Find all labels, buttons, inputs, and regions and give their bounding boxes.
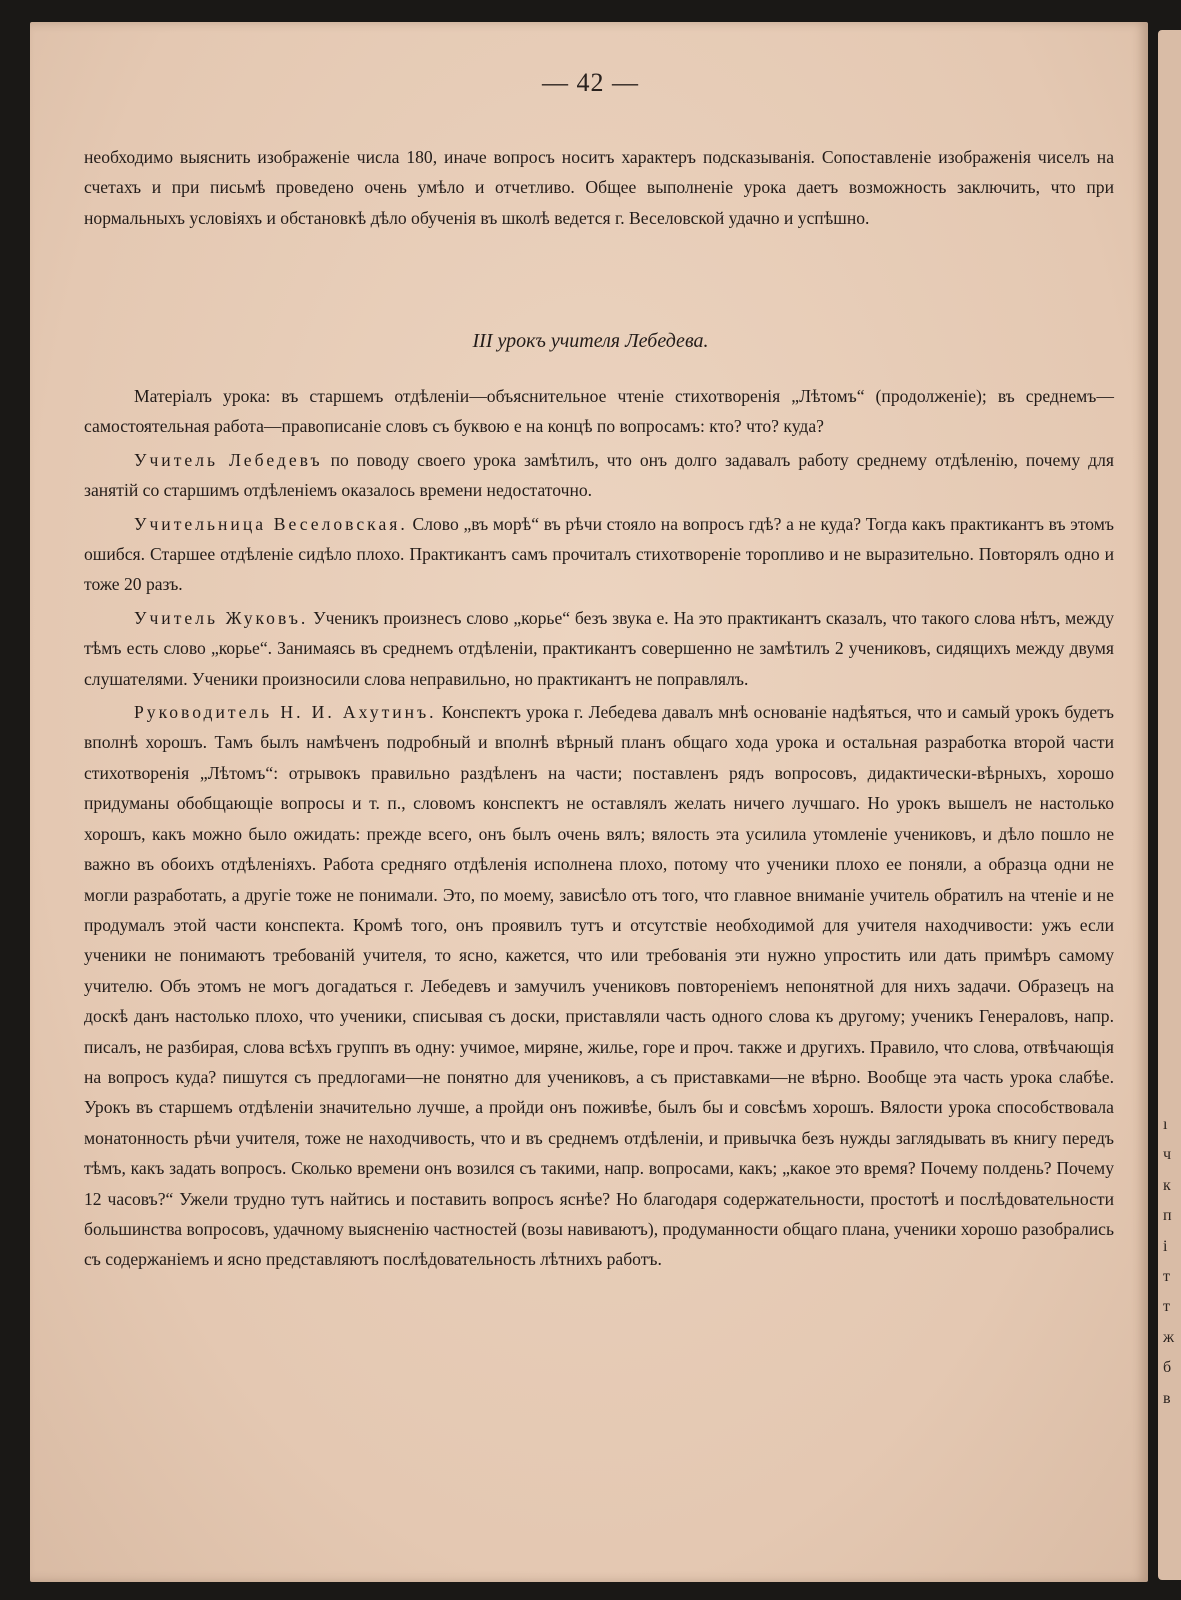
paragraph-text: по поводу своего урока замѣтилъ, что онъ долго задавалъ работу среднему отдѣленію, почему для занятій со старшимъ отдѣленіемъ оказалось времени недостаточно. bbox=[84, 449, 1114, 501]
speaker-name: Руководитель Н. И. Ахутинъ. bbox=[134, 702, 437, 723]
paragraph-text: Матеріалъ урока: въ старшемъ отдѣленіи—объяснительное чтеніе стихотворенія „Лѣтомъ“ (продолженіе); въ среднемъ—самостоятельная работа—правописаніе словъ съ буквою е на концѣ по вопросамъ: кто? что? куда? bbox=[84, 386, 1114, 437]
paragraph-veselovskaya bbox=[84, 509, 1114, 600]
adjacent-letter: б bbox=[1163, 1359, 1172, 1377]
paragraph-text: Конспектъ урока г. Лебедева давалъ мнѣ основаніе надѣяться, что и самый урокъ будетъ вполнѣ хорошъ. Тамъ былъ намѣченъ подробный и вполнѣ вѣрный планъ общаго хода урока и остальная разработка второй части стихотворенія „Лѣтомъ“: отрывокъ правильно раздѣленъ на части; поставленъ рядъ вопросовъ, дидактически-вѣрныхъ, хорошо придуманы обобщающіе вопросы и т. п., словомъ конспектъ не оставлялъ желать ничего лучшаго. Но урокъ вышелъ не настолько хорошъ, какъ можно было ожидать: прежде всего, онъ былъ очень вялъ; вялость эта усилила утомленіе учениковъ, и дѣло пошло не важно въ обоихъ отдѣленіяхъ. Работа средняго отдѣленія исполнена плохо, потому что ученики плохо ее поняли, а образца одни не могли разработать, а другіе тоже не понимали. Это, по моему, зависѣло отъ того, что главное вниманіе учитель обратилъ на чтеніе и не продумалъ этой части конспекта. Кромѣ того, онъ проявилъ тутъ и отсутствіе необходимой для учителя находчивости: ужъ если ученики не понимаютъ требованій учителя, то ясно, кажется, что или требованія эти нужно упростить или дать примѣръ самому учителю. Объ этомъ не могъ догадаться г. Лебедевъ и замучилъ учениковъ повтореніемъ непонятной для нихъ задачи. Образецъ на доскѣ данъ настолько плохо, что ученики, списывая съ доски, приставляли часть одного слова къ другому; ученикъ Генераловъ, напр. писалъ, не разбирая, слова всѣхъ группъ въ одну: учимое, миряне, жилье, горе и проч. также и другихъ. Правило, что слова, отвѣчающія на вопросъ куда? пишутся съ предлогами—не понятно для учениковъ, а съ приставками—не вѣрно. Вообще эта часть урока слабѣе. Урокъ въ старшемъ отдѣленіи значительно лучше, а пройди онъ поживѣе, былъ бы и совсѣмъ хорошъ. Вялости урока способствовала монатонность рѣчи учителя, тоже не находчивость, что и въ среднемъ отдѣленіи, и привычка безъ нужды заглядывать въ книгу передъ тѣмъ, какъ задать вопросъ. Сколько времени онъ возился съ такими, напр. вопросами, какъ; „какое это время? Почему полдень? Почему 12 часовъ?“ Ужели трудно тутъ найтись и поставить вопросъ яснѣе? Но благодаря содержательности, простотѣ и послѣдовательности большинства вопросовъ, удачному выясненію частностей (возы навиваютъ), продуманности общаго плана, ученики хорошо разобрались съ содержаніемъ и ясно представляютъ послѣдовательность лѣтнихъ работъ. bbox=[84, 702, 1114, 1270]
adjacent-letter: в bbox=[1163, 1389, 1171, 1407]
adjacent-letter: ı bbox=[1163, 1116, 1168, 1133]
intro-paragraph: необходимо выяснить изображеніе числа 180, иначе вопросъ носитъ характеръ подсказыванія. Сопоставленіе изображенія чиселъ на счетахъ и при письмѣ проведено очень умѣло и отчетливо. Общее выполненіе урока даетъ возможность заключить, что при нормальныхъ условіяхъ и обстановкѣ дѣло обученія въ школѣ ведется г. Веселовской удачно и успѣшно. bbox=[84, 147, 1114, 228]
section-body bbox=[84, 381, 1114, 1278]
adjacent-letter: і bbox=[1163, 1237, 1168, 1255]
adjacent-letter: т bbox=[1163, 1298, 1170, 1316]
speaker-name: Учительница Веселовская. bbox=[134, 513, 408, 534]
paragraph-akhutin bbox=[84, 697, 1114, 1275]
paragraph-lebedev bbox=[84, 445, 1114, 506]
paragraph-zhukov bbox=[84, 603, 1114, 694]
paragraph-materials bbox=[84, 381, 1114, 442]
speaker-name: Учитель Лебедевъ bbox=[134, 449, 323, 470]
section-heading: III урокъ учителя Лебедева. bbox=[472, 330, 709, 352]
adjacent-letter: ч bbox=[1163, 1146, 1172, 1164]
adjacent-letter: п bbox=[1163, 1207, 1172, 1225]
adjacent-letter: ж bbox=[1163, 1328, 1175, 1346]
adjacent-page-letters bbox=[1163, 1110, 1177, 1414]
paragraph-text: Ученикъ произнесъ слово „корье“ безъ звука е. На это практикантъ сказалъ, что такого слова нѣтъ, между тѣмъ есть слово „корье“. Занимаясь въ среднемъ отдѣленіи, практикантъ совершенно не замѣтилъ 2 учениковъ, сидящихъ между двумя слушателями. Ученики произносили слова неправильно, но практикантъ не поправлялъ. bbox=[84, 607, 1115, 689]
adjacent-letter: т bbox=[1163, 1268, 1170, 1286]
page-number: — 42 — bbox=[542, 68, 639, 97]
speaker-name: Учитель Жуковъ. bbox=[134, 607, 309, 628]
paragraph-text: Слово „въ морѣ“ въ рѣчи стояло на вопросъ гдѣ? а не куда? Тогда какъ практикантъ въ этомъ ошибся. Старшее отдѣленіе сидѣло плохо. Практикантъ самъ прочиталъ стихотвореніе торопливо и не выразительно. Повторялъ одно и тоже 20 разъ. bbox=[84, 513, 1114, 595]
adjacent-letter: к bbox=[1163, 1176, 1171, 1194]
